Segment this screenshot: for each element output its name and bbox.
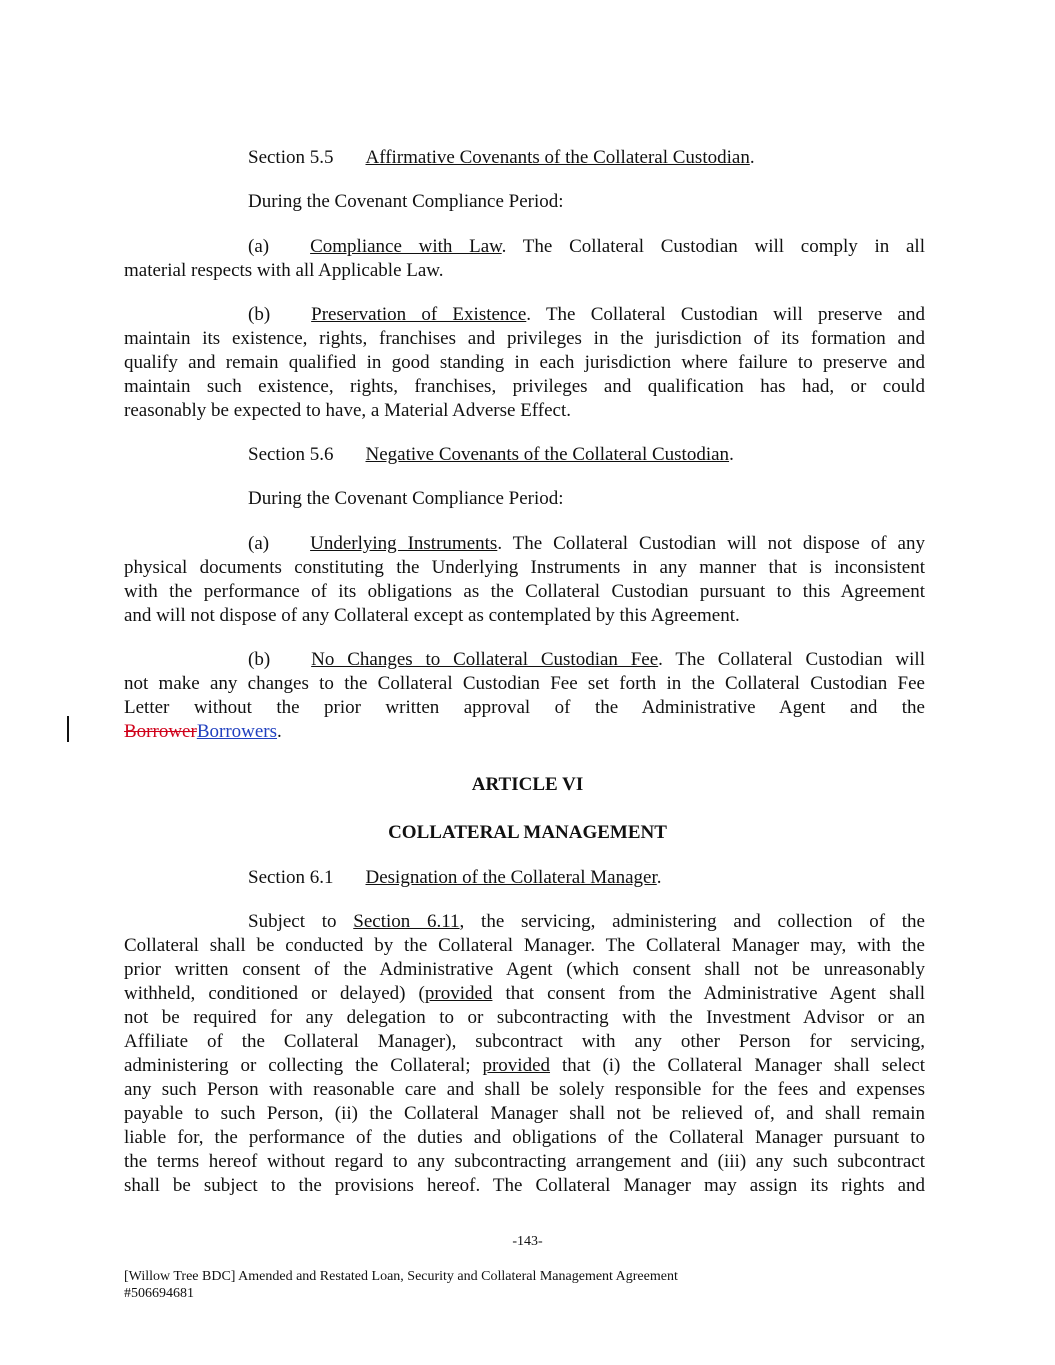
clause-heading: No Changes to Collateral Custodian Fee — [311, 649, 659, 670]
clause-heading: Underlying Instruments — [310, 533, 498, 554]
paragraph-line: material respects with all Applicable Law. — [124, 260, 444, 281]
section-5-6-heading: Section 5.6 Negative Covenants of the Collateral Custodian. — [248, 444, 734, 465]
inserted-text: Borrowers — [196, 721, 278, 742]
article-number: ARTICLE VI — [471, 774, 584, 795]
paragraph-line: and will not dispose of any Collateral except as contemplated by this Agreement. — [124, 605, 740, 626]
paragraph-line: payable to such Person, (ii) the Collateral Manager shall not be relieved of, and shall remain — [124, 1103, 925, 1124]
paragraph-line: Subject to Section 6.11, the servicing, administering and collection of the — [248, 911, 925, 932]
section-title: Negative Covenants of the Collateral Custodian — [365, 444, 730, 465]
paragraph-line: with the performance of its obligations as the Collateral Custodian pursuant to this Agreement — [124, 581, 925, 602]
section-5-5-heading: Section 5.5 Affirmative Covenants of the Collateral Custodian. — [248, 147, 755, 168]
deleted-text: Borrower — [124, 721, 197, 742]
section-title: Affirmative Covenants of the Collateral Custodian — [365, 147, 750, 168]
section-number: Section 6.1 — [248, 867, 334, 888]
paragraph-line: physical documents constituting the Underlying Instruments in any manner that is inconsistent — [124, 557, 925, 578]
paragraph-line: reasonably be expected to have, a Material Adverse Effect. — [124, 400, 572, 421]
paragraph-line: (a) Compliance with Law. The Collateral Custodian will comply in all — [248, 236, 925, 257]
section-6-1-heading: Section 6.1 Designation of the Collateral Manager. — [248, 867, 662, 888]
paragraph-line: (b) No Changes to Collateral Custodian Fee. The Collateral Custodian will — [248, 649, 925, 670]
covenant-period-text: During the Covenant Compliance Period: — [248, 191, 564, 212]
covenant-period-text: During the Covenant Compliance Period: — [248, 488, 564, 509]
paragraph-line: maintain such existence, rights, franchises, privileges and qualification has had, or could — [124, 376, 925, 397]
clause-heading: Preservation of Existence — [311, 304, 527, 325]
section-reference: Section 6.11 — [353, 911, 460, 932]
paragraph-line: BorrowerBorrowers. — [124, 721, 282, 742]
clause-heading: Compliance with Law — [310, 236, 502, 257]
section-number: Section 5.6 — [248, 444, 334, 465]
footer-doc-id: #506694681 — [124, 1286, 194, 1301]
paragraph-line: (a) Underlying Instruments. The Collateral Custodian will not dispose of any — [248, 533, 925, 554]
paragraph-line: any such Person with reasonable care and shall be solely responsible for the fees and expenses — [124, 1079, 925, 1100]
paragraph-line: Collateral shall be conducted by the Collateral Manager. The Collateral Manager may, with the — [124, 935, 925, 956]
paragraph-line: withheld, conditioned or delayed) (provided that consent from the Administrative Agent shall — [124, 983, 925, 1004]
revision-change-bar — [67, 716, 69, 742]
paragraph-line: maintain its existence, rights, franchises and privileges in the jurisdiction of its formation and — [124, 328, 925, 349]
paragraph-line: Affiliate of the Collateral Manager), subcontract with any other Person for servicing, — [124, 1031, 925, 1052]
paragraph-line: the terms hereof without regard to any subcontracting arrangement and (iii) any such subcontract — [124, 1151, 925, 1172]
section-title: Designation of the Collateral Manager — [365, 867, 657, 888]
paragraph-line: administering or collecting the Collateral; provided that (i) the Collateral Manager shall select — [124, 1055, 925, 1076]
footer-title: [Willow Tree BDC] Amended and Restated Loan, Security and Collateral Management Agreement — [124, 1269, 678, 1284]
paragraph-line: prior written consent of the Administrative Agent (which consent shall not be unreasonably — [124, 959, 925, 980]
article-title: COLLATERAL MANAGEMENT — [388, 822, 667, 843]
paragraph-line: qualify and remain qualified in good standing in each jurisdiction where failure to preserve and — [124, 352, 925, 373]
paragraph-line: liable for, the performance of the duties and obligations of the Collateral Manager pursuant to — [124, 1127, 925, 1148]
paragraph-line: not make any changes to the Collateral Custodian Fee set forth in the Collateral Custodian Fee — [124, 673, 925, 694]
paragraph-line: shall be subject to the provisions hereof. The Collateral Manager may assign its rights and — [124, 1175, 925, 1196]
section-number: Section 5.5 — [248, 147, 334, 168]
paragraph-line: (b) Preservation of Existence. The Collateral Custodian will preserve and — [248, 304, 925, 325]
paragraph-line: Letter without the prior written approval of the Administrative Agent and the — [124, 697, 925, 718]
paragraph-line: not be required for any delegation to or subcontracting with the Investment Advisor or an — [124, 1007, 925, 1028]
page-number: -143- — [512, 1234, 543, 1249]
